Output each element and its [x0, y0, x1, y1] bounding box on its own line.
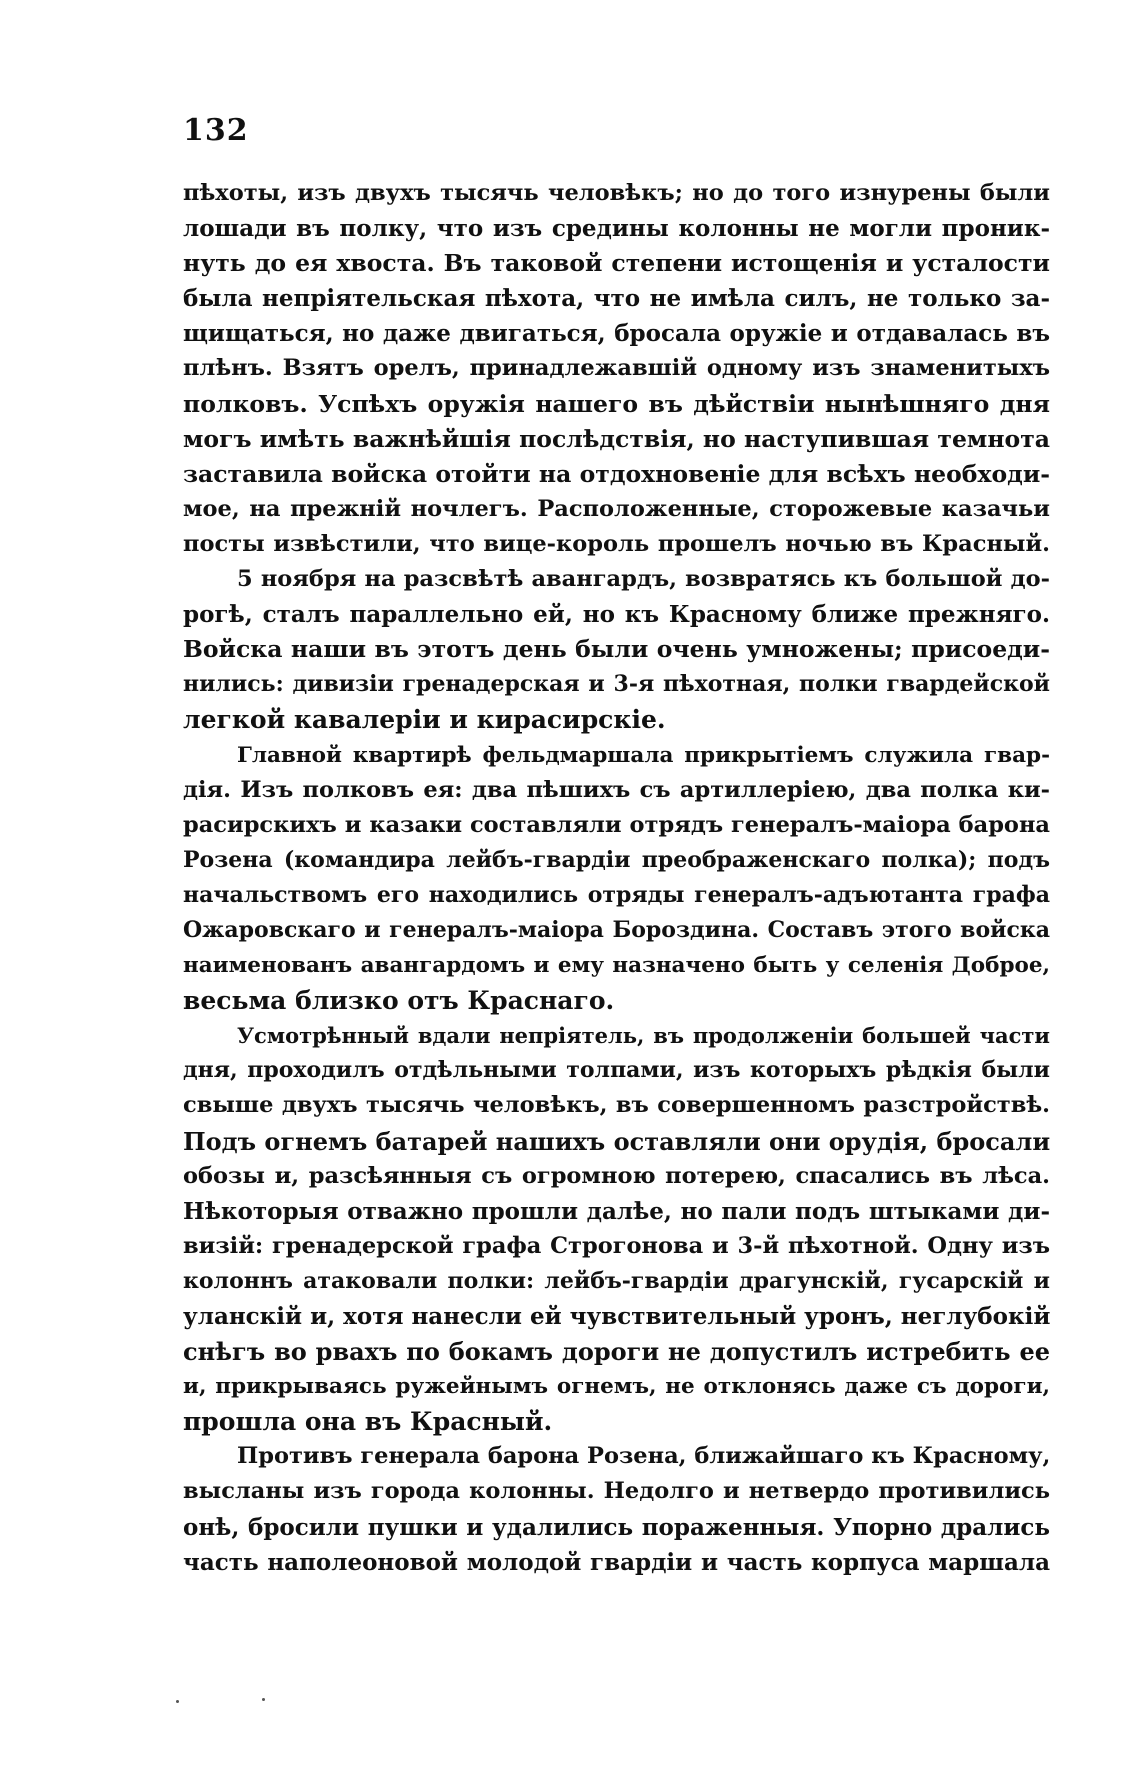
text-line: легкой кавалеріи и кирасирскіе. — [183, 705, 666, 735]
text-line: высланы изъ города колонны. Недолго и нетвердо противились — [183, 1478, 1050, 1505]
text-line: весьма близко отъ Краснаго. — [183, 986, 615, 1016]
text-line: наименованъ авангардомъ и ему назначено быть у селенія Доброе, — [183, 953, 1050, 979]
text-line: Главной квартирѣ фельдмаршала прикрытіемъ служила гвар- — [237, 742, 1050, 768]
text-line: Нѣкоторыя отважно прошли далѣе, но пали подъ штыками ди- — [183, 1197, 1050, 1225]
text-line: Розена (командира лейбъ-гвардіи преображенскаго полка); подъ — [183, 846, 1050, 873]
text-line: снѣгъ во рвахъ по бокамъ дороги не допустилъ истребить ее — [183, 1337, 1050, 1367]
text-line: обозы и, разсѣянныя съ огромною потерею, спасались въ лѣса. — [183, 1162, 1050, 1189]
text-line: посты извѣстили, что вице-король прошелъ ночью въ Красный. — [183, 530, 1050, 557]
text-line: Ожаровскаго и генералъ-маіора Бороздина. Составъ этого войска — [183, 916, 1050, 943]
text-line: полковъ. Успѣхъ оружія нашего въ дѣйствіи нынѣшняго дня — [183, 389, 1050, 418]
text-line: колоннъ атаковали полки: лейбъ-гвардіи драгунскій, гусарскій и — [183, 1267, 1050, 1294]
text-line: нуть до ея хвоста. Въ таковой степени истощенія и усталости — [183, 249, 1050, 278]
text-line: часть наполеоновой молодой гвардіи и часть корпуса маршала — [183, 1548, 1050, 1576]
text-line: расирскихъ и казаки составляли отрядъ генералъ-маіора барона — [183, 811, 1050, 838]
page-number: 132 — [183, 113, 249, 148]
text-line: Противъ генерала барона Розена, ближайшаго къ Красному, — [237, 1443, 1051, 1470]
text-line: заставила войска отойти на отдохновеніе для всѣхъ необходи- — [183, 459, 1050, 488]
text-line: щищаться, но даже двигаться, бросала оружіе и отдавалась въ — [183, 320, 1050, 348]
text-line: свыше двухъ тысячь человѣкъ, въ совершенномъ разстройствѣ. — [183, 1092, 1050, 1119]
text-line: была непріятельская пѣхота, что не имѣла силъ, не только за- — [183, 285, 1050, 313]
text-line: мое, на прежній ночлегъ. Расположенные, сторожевые казачьи — [183, 495, 1050, 522]
text-line: онѣ, бросили пушки и удалились пораженныя. Упорно дрались — [183, 1513, 1050, 1541]
text-line: нились: дивизіи гренадерская и 3-я пѣхотная, полки гвардейской — [183, 671, 1050, 698]
text-line: пѣхоты, изъ двухъ тысячь человѣкъ; но до того изнурены были — [183, 180, 1050, 206]
text-line: и, прикрываясь ружейнымъ огнемъ, не отклонясь даже съ дороги, — [183, 1374, 1050, 1400]
scan-speck — [262, 1698, 265, 1701]
text-line: плѣнъ. Взятъ орелъ, принадлежавшій одному изъ знаменитыхъ — [183, 355, 1050, 382]
scan-speck — [176, 1700, 179, 1703]
text-line: лошади въ полку, что изъ средины колонны не могли проник- — [183, 215, 1050, 243]
text-line: дія. Изъ полковъ ея: два пѣшихъ съ артиллеріею, два полка ки- — [183, 776, 1050, 803]
text-line: начальствомъ его находились отряды генералъ-адъютанта графа — [183, 881, 1050, 908]
text-line: дня, проходилъ отдѣльными толпами, изъ которыхъ рѣдкія были — [183, 1057, 1050, 1084]
text-line: могъ имѣть важнѣйшія послѣдствія, но наступившая темнота — [183, 424, 1050, 453]
text-line: уланскій и, хотя нанесли ей чувствительный уронъ, неглубокій — [183, 1303, 1051, 1330]
text-line: Подъ огнемъ батарей нашихъ оставляли они орудія, бросали — [183, 1126, 1051, 1156]
text-line: Войска наши въ этотъ день были очень умножены; присоеди- — [183, 635, 1050, 664]
text-line: прошла она въ Красный. — [183, 1407, 553, 1437]
text-line: Усмотрѣнный вдали непріятель, въ продолженіи большей части — [237, 1023, 1050, 1049]
text-line: рогѣ, сталъ параллельно ей, но къ Красному ближе прежняго. — [183, 601, 1050, 629]
text-line: 5 ноября на разсвѣтѣ авангардъ, возвратясь къ большой до- — [237, 566, 1050, 593]
text-line: визій: гренадерской графа Строгонова и 3-й пѣхотной. Одну изъ — [183, 1232, 1050, 1259]
body-text — [183, 176, 1050, 1580]
